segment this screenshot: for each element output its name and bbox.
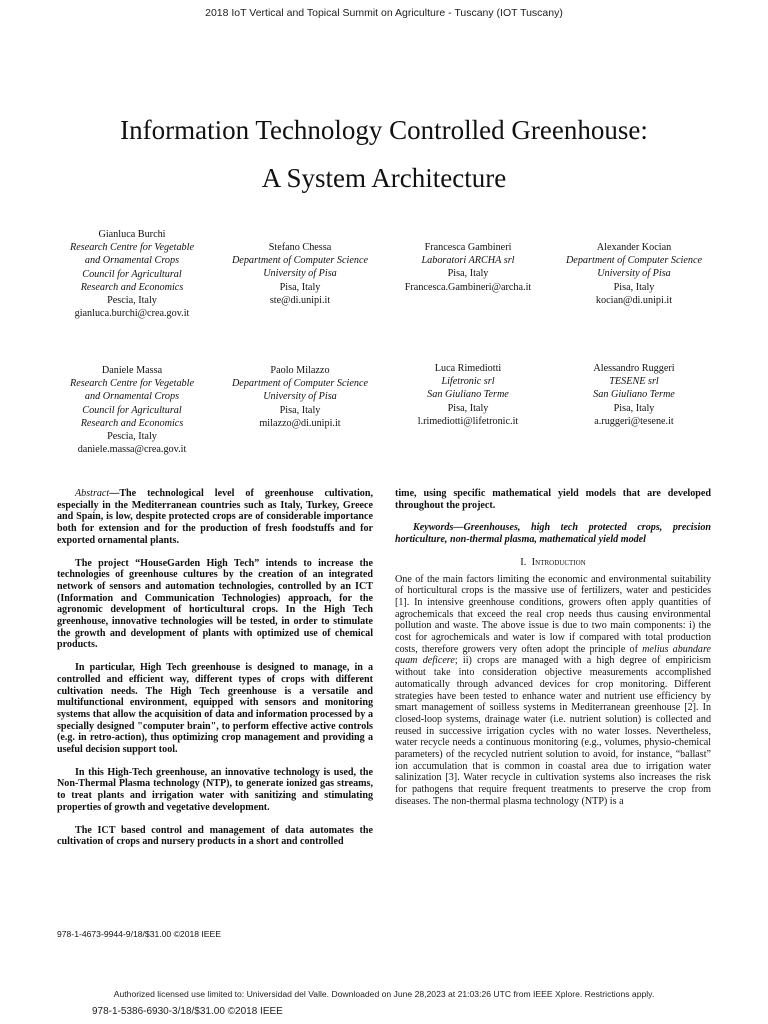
author-name: Gianluca Burchi	[98, 229, 166, 240]
author-affiliation: Department of Computer Science	[231, 378, 369, 390]
author-name: Stefano Chessa	[268, 242, 332, 253]
author-affiliation: Department of Computer Science	[565, 255, 703, 267]
copyright-notice: 978-1-4673-9944-9/18/$31.00 ©2018 IEEE	[57, 929, 222, 939]
abstract-continuation: time, using specific mathematical yield models that are developed throughout the project.	[395, 488, 711, 511]
license-notice: Authorized licensed use limited to: Universidad del Valle. Downloaded on June 28,2023 at 21:03:26 UTC from IEEE Xplore. Restrictions apply.	[113, 989, 655, 999]
abstract-paragraph: In particular, High Tech greenhouse is designed to manage, in a controlled and efficient way, different types of crops with different cultivation needs. The High Tech greenhouse is a versatile and multifunctional environment, equipped with sensors and monitoring systems that allow the acquisition of data and information processed by a specially designed "computer brain", to perform effective active controls (e.g. in retro-action), thus optimizing crop management and providing a useful decision support tool.	[57, 662, 373, 756]
author-name: Alessandro Ruggeri	[593, 363, 675, 374]
author-email: Francesca.Gambineri@archa.it	[404, 281, 532, 293]
author-email: daniele.massa@crea.gov.it	[77, 444, 187, 456]
author-affiliation: Lifetronic srl	[441, 376, 495, 388]
author-affiliation: TESENE srl	[609, 376, 659, 388]
author-affiliation: Research Centre for Vegetable	[69, 242, 194, 254]
author-block	[378, 362, 558, 428]
author-affiliation: University of Pisa	[597, 268, 671, 280]
section-number: I.	[520, 556, 527, 568]
section-title: Introduction	[531, 556, 586, 568]
author-affiliation: and Ornamental Crops	[84, 255, 180, 267]
author-email: gianluca.burchi@crea.gov.it	[74, 308, 190, 320]
abstract-paragraph: In this High-Tech greenhouse, an innovative technology is used, the Non-Thermal Plasma technology (NTP), to generate ionized gas streams, to treat plants and irrigation water with sanitizing and stimulating properties of growth and vegetative development.	[57, 766, 373, 813]
intro-paragraph	[395, 574, 711, 808]
author-block	[210, 241, 390, 307]
abstract-paragraph	[57, 488, 373, 547]
author-name: Paolo Milazzo	[270, 365, 330, 376]
abstract-label: Abstract	[75, 488, 110, 499]
abstract-dash: —	[109, 488, 120, 499]
title-line-1: Information Technology Controlled Greenhouse:	[120, 115, 648, 145]
author-name: Alexander Kocian	[596, 242, 672, 253]
section-heading-introduction	[395, 557, 711, 569]
author-affiliation: Council for Agricultural	[82, 268, 182, 280]
author-location: Pisa, Italy	[279, 281, 321, 293]
author-affiliation: Research and Economics	[80, 281, 184, 293]
right-column	[395, 488, 711, 819]
abstract-paragraph: The project “HouseGarden High Tech” intends to increase the technologies of greenhouse cultures by the creation of an integrated network of sensors and automation technologies, controlled by an ICT (Information and Communication Technologies) approach, for the agronomic development of horticultural crops. In the High Tech greenhouse, innovative technologies will be tested, in order to stimulate the growth and development of plants with optimized use of chemical products.	[57, 557, 373, 651]
keywords-text: Greenhouses, high tech protected crops, precision horticulture, non-thermal plasma, mathematical yield model	[395, 522, 711, 546]
author-email: milazzo@di.unipi.it	[259, 417, 341, 429]
intro-text: One of the main factors limiting the economic and environmental suitability of horticultural crops is the massive use of fertilizers, water and pesticides [1]. In intensive greenhouse conditions, growers often apply quantities of agrochemicals that exceed the real crop needs thus causing environmental pollution and waste. The above issue is due to two main components: i) the cost for agrochemicals and water is low if compared with total production costs, therefore growers very often adopt the principle of	[395, 573, 711, 655]
author-email: l.rimediotti@lifetronic.it	[417, 415, 519, 427]
author-location: Pisa, Italy	[613, 402, 655, 414]
conference-header: 2018 IoT Vertical and Topical Summit on Agriculture - Tuscany (IOT Tuscany)	[205, 7, 563, 19]
author-email: kocian@di.unipi.it	[595, 294, 673, 306]
author-block	[544, 362, 724, 428]
author-location: Pisa, Italy	[447, 402, 489, 414]
author-affiliation: University of Pisa	[263, 391, 337, 403]
author-name: Daniele Massa	[101, 365, 163, 376]
author-block	[378, 241, 558, 294]
title-line-2: A System Architecture	[261, 163, 507, 193]
intro-latin-phrase: melius abundare quam deficere	[395, 643, 711, 667]
author-block	[210, 364, 390, 430]
abstract-paragraph: The ICT based control and management of data automates the cultivation of crops and nursery products in a short and controlled	[57, 824, 373, 848]
author-location: Pisa, Italy	[447, 268, 489, 280]
author-name: Francesca Gambineri	[424, 242, 512, 253]
author-affiliation: San Giuliano Terme	[593, 389, 675, 401]
author-email: a.ruggeri@tesene.it	[594, 415, 674, 427]
keywords-label: Keywords—	[413, 522, 464, 534]
author-location: Pescia, Italy	[107, 431, 157, 443]
author-affiliation: Research Centre for Vegetable	[69, 378, 194, 390]
author-affiliation: Department of Computer Science	[231, 255, 369, 267]
abstract-text: The technological level of greenhouse cultivation, especially in the Mediterranean countries such as Italy, Turkey, Greece and Spain, is low, despite protected crops are of considerable importance both for extension and for the production of fresh foodstuffs and for exported ornamental plants.	[57, 488, 373, 546]
footer-code: 978-1-5386-6930-3/18/$31.00 ©2018 IEEE	[92, 1006, 283, 1017]
author-affiliation: Council for Agricultural	[82, 404, 182, 416]
author-affiliation: San Giuliano Terme	[427, 389, 509, 401]
intro-text-cont: ; ii) crops are managed with a high degree of empiricism without take into consideration objective measurements accomplished automatically through advanced devices for crop monitoring. Different strategies have been tested to enhance water and nutrient use efficiency by smart management of soilless systems in Mediterranean greenhouse [2]. In closed-loop systems, drainage water (i.e. nutrient solution) is collected and reused in successive irrigation cycles with no water losses. Nevertheless, water recycle needs a continuous monitoring (e.g., volumes, physio-chemical parameters) of the recycled nutrient solution to avoid, for instance, “ballast” ion accumulation that is common in coastal area due to irrigation water salinization [3]. Water recycle in cultivation systems also increases the risk for pathogens that require frequent treatments to preserve the crop from diseases. The non-thermal plasma technology (NTP) is a	[395, 655, 711, 807]
paper-title	[0, 106, 768, 202]
author-affiliation: Research and Economics	[80, 417, 184, 429]
author-location: Pisa, Italy	[613, 281, 655, 293]
author-affiliation: Laboratori ARCHA srl	[421, 255, 515, 267]
author-block	[42, 228, 222, 320]
author-email: ste@di.unipi.it	[269, 294, 331, 306]
author-name: Luca Rimediotti	[434, 363, 502, 374]
author-block	[42, 364, 222, 456]
author-location: Pisa, Italy	[279, 404, 321, 416]
keywords-paragraph	[395, 522, 711, 545]
author-affiliation: and Ornamental Crops	[84, 391, 180, 403]
author-affiliation: University of Pisa	[263, 268, 337, 280]
author-location: Pescia, Italy	[107, 295, 157, 307]
left-column	[57, 488, 373, 859]
author-block	[544, 241, 724, 307]
